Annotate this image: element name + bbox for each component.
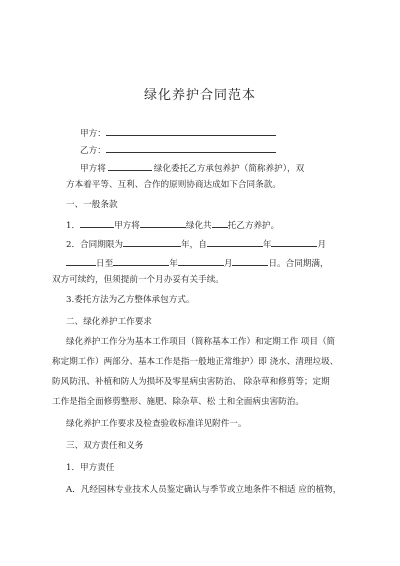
clause-3: 3.委托方法为乙方整体承包方式。: [66, 295, 195, 305]
section-2-heading: 二、绿化养护工作要求: [66, 317, 152, 327]
section-2-para-1-line-2: 称定期工作）两部分、基本工作是指一般地正常维护）即 浇水、清理垃圾、: [52, 357, 339, 367]
clause-2-text-h: 日。合同期满，: [268, 259, 329, 269]
clause-2-blank-start-month: [271, 237, 317, 247]
clause-2-text-c: 年: [262, 240, 272, 250]
clause-1-text-c: 托乙方养护。: [227, 221, 280, 231]
clause-1-text-b: 绿化共: [185, 221, 212, 231]
intro-blank: [108, 161, 152, 171]
clause-1-blank-2: [140, 218, 186, 228]
clause-2-text-d: 月: [317, 240, 327, 250]
intro-line-1: [80, 161, 304, 175]
clause-2-text-g: 月: [223, 259, 233, 269]
party-a-line: [80, 126, 276, 140]
document-title: 绿化养护合同范本: [143, 88, 256, 103]
clause-2-text-e: 日至: [96, 259, 114, 269]
section-2-para-1-line-4: 工作是指全面修剪整形、施肥、除杂草、松 土和全面病虫害防治。: [52, 397, 304, 407]
party-a-blank: [106, 126, 276, 136]
clause-1: [66, 218, 279, 232]
section-1-heading: 一、一般条款: [66, 200, 118, 210]
section-2-para-1-line-3: 防风防汛、补植和防人为损坏及零星病虫害防治、 除杂草和修剪等；定期: [52, 377, 330, 387]
section-2-para-1-line-1: 绿化养护工作分为基本工作项目（简称基本工作）和定期工作 项目（简: [66, 337, 336, 347]
clause-2-continuation: 双方可续约，但须提前一个月办妥有关手续。: [52, 275, 224, 285]
party-b-blank: [106, 143, 276, 153]
clause-2-text-b: 年，自: [181, 240, 207, 250]
clause-1-text-a: 甲方将: [114, 221, 140, 231]
intro-text-a: 甲方将: [80, 164, 106, 174]
clause-2-blank-end-day: [232, 256, 268, 266]
clause-2-text-f: 年: [169, 259, 178, 269]
party-b-label: 乙方：: [80, 146, 106, 156]
clause-2-blank-start-day: [66, 256, 96, 266]
clause-2: [66, 237, 326, 251]
clause-2-blank-end-year: [113, 256, 169, 266]
clause-2-text-a: 2．合同期限为: [66, 240, 124, 250]
clause-2-blank-end-month: [178, 256, 224, 266]
clause-2-line-2: [66, 256, 329, 270]
clause-1-blank-1: [80, 218, 114, 228]
clause-1-number: 1．: [66, 221, 81, 231]
party-b-line: [80, 143, 276, 157]
clause-2-blank-years: [123, 237, 181, 247]
section-3-item-a: A．凡经园林专业技术人员鉴定确认与季节或立地条件不相适 应的植物，: [66, 485, 342, 495]
intro-line-2: 方本着平等、互利、合作的原则协商达成如下合同条款。: [66, 180, 281, 190]
section-2-para-2: 绿化养护工作要求及检查验收标准详见附件一。: [66, 419, 247, 429]
clause-1-blank-3: [212, 218, 228, 228]
section-3-subheading-1: 1．甲方责任: [66, 463, 115, 473]
intro-text-b: 绿化委托乙方承包养护（简称养护），双: [153, 164, 305, 174]
section-3-heading: 三、双方责任和义务: [66, 441, 144, 451]
clause-2-blank-start-year: [207, 237, 263, 247]
party-a-label: 甲方：: [80, 129, 106, 139]
